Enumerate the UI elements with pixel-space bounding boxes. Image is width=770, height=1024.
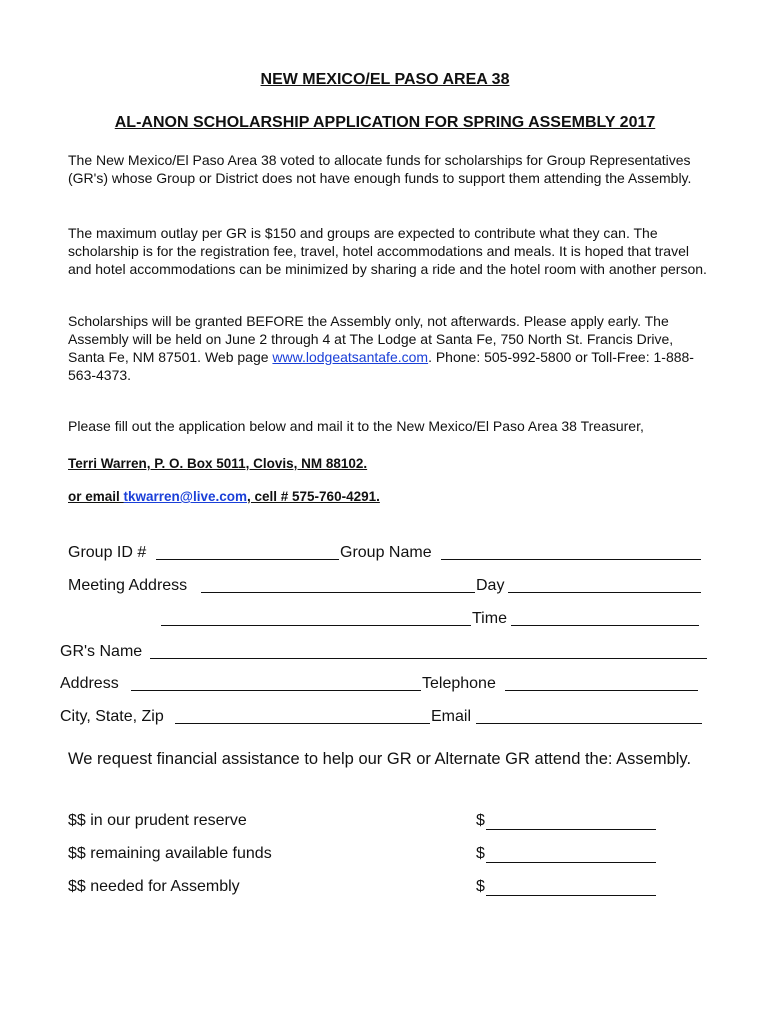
day-label: Day: [476, 577, 505, 594]
meeting-address-field[interactable]: [201, 592, 475, 593]
remaining-funds-label: $$ remaining available funds: [68, 845, 272, 862]
telephone-label: Telephone: [422, 675, 496, 692]
meeting-address-line-2-field[interactable]: [161, 625, 471, 626]
address-label: Address: [60, 675, 119, 692]
page-subtitle: AL-ANON SCHOLARSHIP APPLICATION FOR SPRING ASSEMBLY 2017: [114, 114, 656, 131]
prudent-reserve-field[interactable]: [486, 829, 656, 830]
gr-name-label: GR's Name: [60, 643, 143, 660]
needed-for-assembly-field[interactable]: [486, 895, 656, 896]
treasurer-email-line: [68, 489, 380, 504]
remaining-funds-field[interactable]: [486, 862, 656, 863]
treasurer-email-link[interactable]: tkwarren@live.com: [123, 489, 247, 504]
intro-paragraph-1: The New Mexico/El Paso Area 38 voted to allocate funds for scholarships for Group Representatives (GR's) whose Group or District does not have enough funds to support them attending the Assembly.: [68, 152, 692, 186]
needed-for-assembly-dollar-sign: $: [476, 878, 485, 895]
group-name-label: Group Name: [340, 544, 432, 561]
time-field[interactable]: [511, 625, 699, 626]
day-field[interactable]: [508, 592, 701, 593]
remaining-funds-dollar-sign: $: [476, 845, 485, 862]
financial-assistance-request: We request financial assistance to help our GR or Alternate GR attend the: Assembly.: [68, 750, 692, 768]
prudent-reserve-dollar-sign: $: [476, 812, 485, 829]
intro-paragraph-4: Please fill out the application below and mail it to the New Mexico/El Paso Area 38 Treasurer,: [68, 418, 644, 434]
intro-paragraph-3: [68, 312, 708, 384]
intro-paragraph-2: The maximum outlay per GR is $150 and groups are expected to contribute what they can. The scholarship is for the registration fee, travel, hotel accommodations and meals. It is hoped that travel and hotel accommodations can be minimized by sharing a ride and the hotel room with another person.: [68, 225, 707, 277]
address-field[interactable]: [131, 690, 421, 691]
group-name-field[interactable]: [441, 559, 701, 560]
prudent-reserve-label: $$ in our prudent reserve: [68, 812, 247, 829]
meeting-address-label: Meeting Address: [68, 577, 188, 594]
treasurer-mailing-address: Terri Warren, P. O. Box 5011, Clovis, NM 88102.: [68, 456, 368, 471]
intro-paragraph-3-phone: . Phone: 505-992-5800 or Toll-Free: 1-888-563-4373.: [68, 349, 694, 383]
email-field[interactable]: [476, 723, 702, 724]
city-state-zip-label: City, State, Zip: [60, 708, 164, 725]
gr-name-field[interactable]: [150, 658, 707, 659]
lodge-website-link[interactable]: www.lodgeatsantafe.com: [272, 349, 429, 365]
telephone-field[interactable]: [505, 690, 698, 691]
group-id-field[interactable]: [156, 559, 339, 560]
needed-for-assembly-label: $$ needed for Assembly: [68, 878, 240, 895]
group-id-label: Group ID #: [68, 544, 147, 561]
cell-phone: , cell # 575-760-4291.: [247, 489, 380, 504]
intro-paragraph-3-text: Scholarships will be granted BEFORE the Assembly only, not afterwards. Please apply early. The Assembly will be held on June 2 through 4 at The Lodge at Santa Fe, 750 North St. Francis Drive, Santa Fe, NM 87501. Web page: [68, 313, 674, 365]
email-prefix: or email: [68, 489, 124, 504]
email-label: Email: [431, 708, 472, 725]
page-title: NEW MEXICO/EL PASO AREA 38: [260, 71, 510, 88]
city-state-zip-field[interactable]: [175, 723, 430, 724]
time-label: Time: [472, 610, 507, 627]
